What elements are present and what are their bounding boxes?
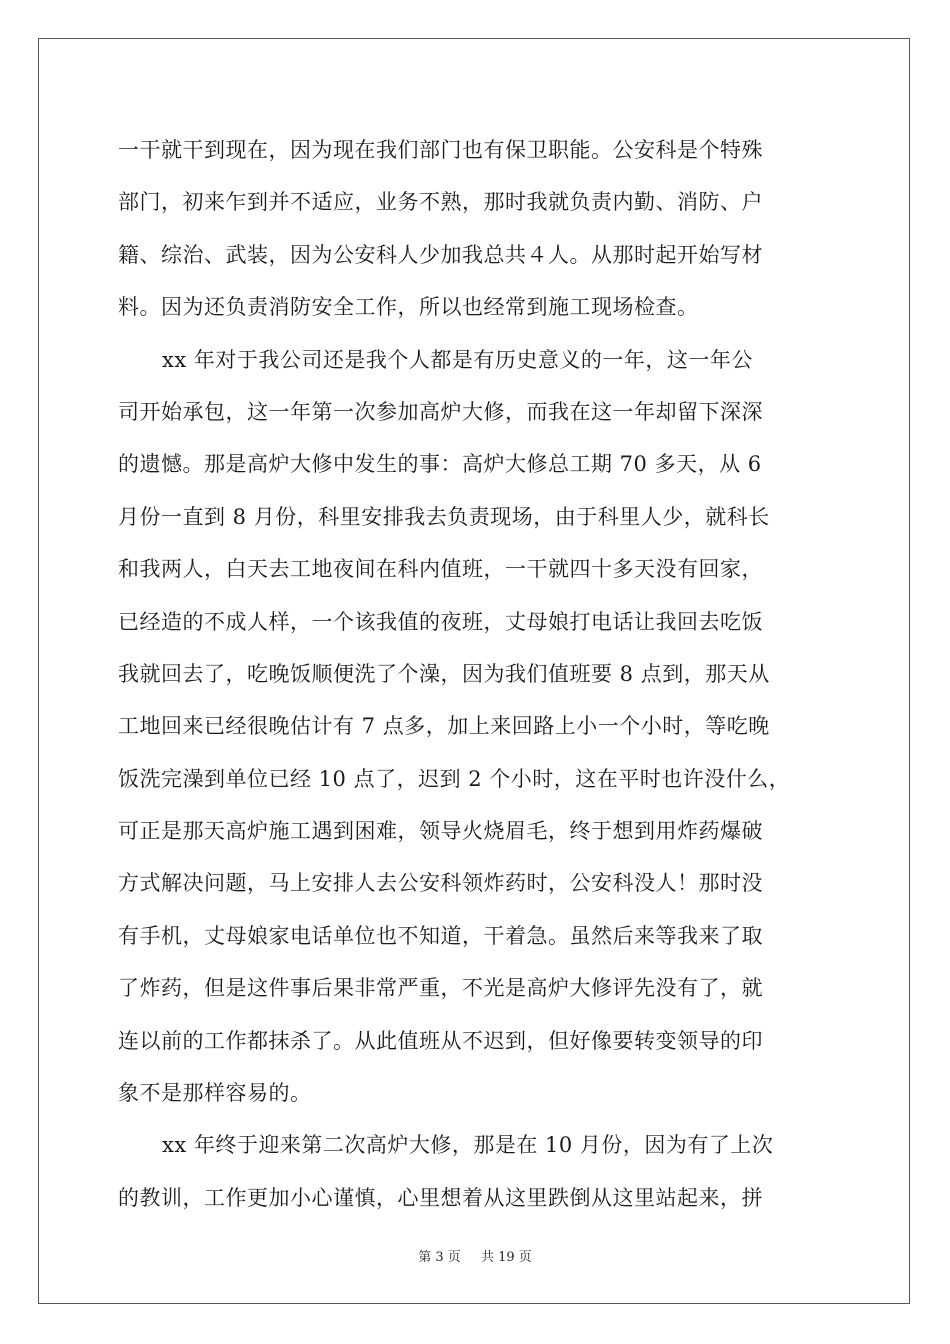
- page-footer: [0, 1246, 950, 1265]
- document-body: [118, 124, 832, 1224]
- text-line: 方式解决问题，马上安排人去公安科领炸药时，公安科没人！那时没: [118, 871, 763, 896]
- text-line: 料。因为还负责消防安全工作，所以也经常到施工现场检查。: [118, 295, 699, 320]
- text-line: 饭洗完澡到单位已经 10 点了，迟到 2 个小时，这在平时也许没什么，: [118, 766, 791, 791]
- text-line: 了炸药，但是这件事后果非常严重，不光是高炉大修评先没有了，就: [118, 976, 763, 1001]
- text-line: 有手机，丈母娘家电话单位也不知道，干着急。虽然后来等我来了取: [118, 923, 763, 948]
- text-line: 的教训，工作更加小心谨慎，心里想着从这里跌倒从这里站起来，拼: [118, 1185, 763, 1210]
- page-total: 共 19 页: [480, 1250, 532, 1265]
- text-line: 可正是那天高炉施工遇到困难，领导火烧眉毛，终于想到用炸药爆破: [118, 819, 763, 844]
- text-line-indented: xx 年终于迎来第二次高炉大修，那是在 10 月份，因为有了上次: [162, 1133, 774, 1158]
- text-line: 我就回去了，吃晚饭顺便洗了个澡，因为我们值班要 8 点到，那天从: [118, 661, 770, 686]
- text-line: 部门，初来乍到并不适应，业务不熟，那时我就负责内勤、消防、户: [118, 190, 763, 215]
- text-line: 已经造的不成人样，一个该我值的夜班，丈母娘打电话让我回去吃饭: [118, 609, 763, 634]
- page-number: 第 3 页: [418, 1250, 461, 1265]
- text-line: 工地回来已经很晚估计有 7 点多，加上来回路上小一个小时，等吃晚: [118, 714, 770, 739]
- text-line: 连以前的工作都抹杀了。从此值班从不迟到，但好像要转变领导的印: [118, 1028, 763, 1053]
- text-line: 司开始承包，这一年第一次参加高炉大修，而我在这一年却留下深深: [118, 399, 763, 424]
- text-line: 的遗憾。那是高炉大修中发生的事：高炉大修总工期 70 多天，从 6: [118, 452, 762, 477]
- text-line: 象不是那样容易的。: [118, 1081, 312, 1106]
- text-line: 和我两人，白天去工地夜间在科内值班，一干就四十多天没有回家，: [118, 557, 763, 582]
- text-line: 月份一直到 8 月份，科里安排我去负责现场，由于科里人少，就科长: [118, 504, 770, 529]
- text-line: 一干就干到现在，因为现在我们部门也有保卫职能。公安科是个特殊: [118, 138, 763, 162]
- text-line: 籍、综治、武装，因为公安科人少加我总共４人。从那时起开始写材: [118, 242, 763, 267]
- text-line-indented: xx 年对于我公司还是我个人都是有历史意义的一年，这一年公: [162, 347, 753, 372]
